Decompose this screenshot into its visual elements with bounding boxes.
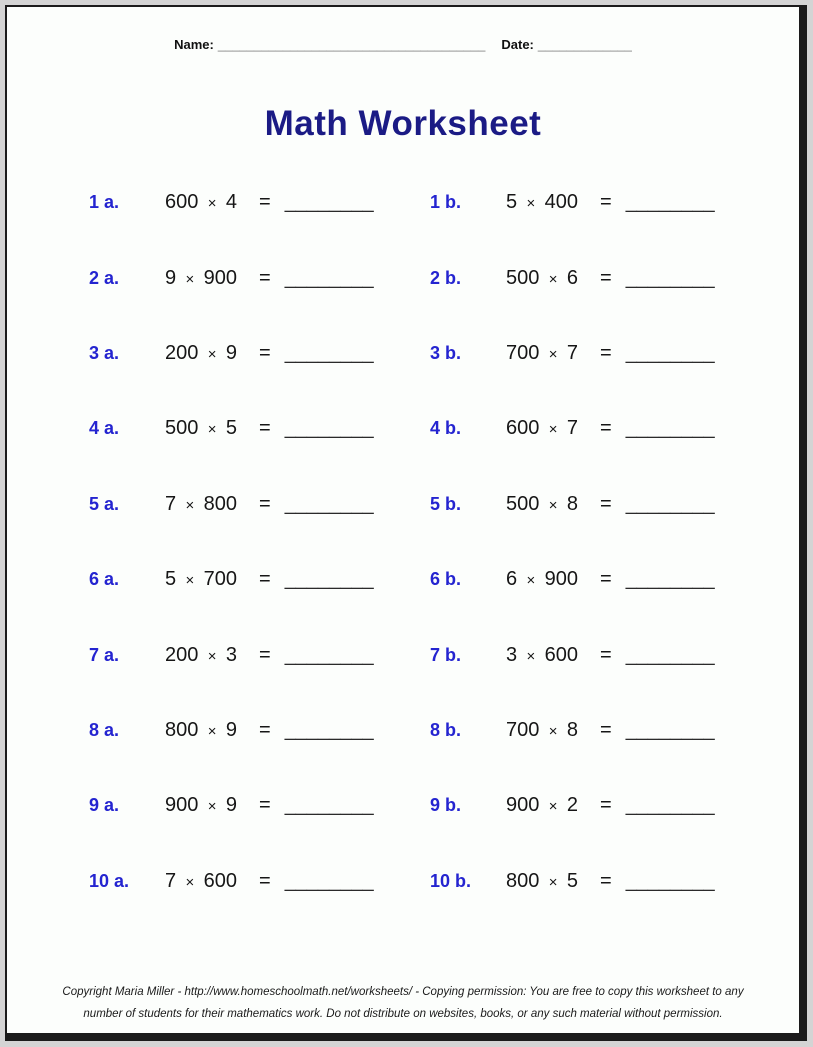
problem-number-label: 6 a.	[89, 569, 120, 590]
date-label: Date:	[501, 37, 534, 52]
problem-number-label: 1 a.	[89, 192, 120, 213]
problem-number-label: 5 a.	[89, 493, 120, 514]
problems-grid	[7, 165, 799, 919]
problem-number-label: 7 b.	[430, 644, 462, 665]
equals-sign: =	[600, 417, 612, 440]
multiplier: 9	[225, 794, 237, 817]
multiplicand: 500	[165, 417, 199, 440]
multiplicand: 3	[506, 643, 518, 666]
problem-b	[430, 719, 715, 742]
multiply-icon: ×	[207, 421, 217, 439]
equals-sign: =	[600, 568, 612, 591]
multiplication-expression	[165, 644, 237, 667]
problem-number-label: 9 a.	[89, 795, 120, 816]
multiply-icon: ×	[185, 572, 195, 590]
problem-number-label: 10 b.	[430, 870, 472, 891]
multiply-icon: ×	[207, 722, 217, 740]
problem-b	[430, 870, 715, 893]
multiplicand: 5	[165, 568, 177, 591]
problem-number-label: 4 b.	[430, 418, 462, 439]
equals-sign: =	[259, 869, 271, 892]
problem-b	[430, 191, 715, 214]
name-blank-line: _____________________________________	[217, 37, 486, 52]
problem-number-label: 10 a.	[89, 870, 130, 891]
answer-blank: ________	[625, 794, 715, 817]
multiplicand: 900	[165, 794, 199, 817]
multiplier: 400	[544, 191, 578, 214]
multiplication-expression	[506, 493, 578, 516]
multiply-icon: ×	[207, 195, 217, 213]
equals-sign: =	[259, 191, 271, 214]
multiplier: 600	[203, 869, 237, 892]
multiplication-expression	[165, 493, 237, 516]
equals-sign: =	[259, 718, 271, 741]
multiplication-expression	[506, 870, 578, 893]
multiplier: 700	[203, 568, 237, 591]
multiplier: 4	[225, 191, 237, 214]
multiplier: 900	[203, 266, 237, 289]
problem-b	[430, 493, 715, 516]
problem-b	[430, 794, 715, 817]
problem-number-label: 3 a.	[89, 342, 120, 363]
problem-b	[430, 342, 715, 365]
problem-a	[89, 870, 430, 893]
equals-sign: =	[600, 869, 612, 892]
multiply-icon: ×	[207, 798, 217, 816]
multiplicand: 7	[165, 869, 177, 892]
answer-blank: ________	[284, 718, 374, 741]
answer-blank: ________	[625, 568, 715, 591]
problem-number-label: 4 a.	[89, 418, 120, 439]
multiply-icon: ×	[548, 345, 558, 363]
problem-number-label: 2 a.	[89, 267, 120, 288]
problem-row	[7, 391, 799, 466]
multiply-icon: ×	[548, 270, 558, 288]
multiply-icon: ×	[548, 798, 558, 816]
footer-line-1: Copyright Maria Miller - http://www.homeschoolmath.net/worksheets/ - Copying permission: You are free to copy this worksheet to any	[62, 986, 744, 998]
multiplicand: 200	[165, 643, 199, 666]
multiply-icon: ×	[526, 572, 536, 590]
copyright-footer	[7, 981, 799, 1025]
multiplication-expression	[165, 342, 237, 365]
problem-row	[7, 617, 799, 692]
equals-sign: =	[259, 417, 271, 440]
multiplier: 900	[544, 568, 578, 591]
multiplication-expression	[506, 568, 578, 591]
equals-sign: =	[600, 794, 612, 817]
problem-number-label: 8 b.	[430, 719, 462, 740]
multiplicand: 700	[506, 718, 540, 741]
multiplier: 8	[566, 718, 578, 741]
problem-row	[7, 768, 799, 843]
multiplicand: 700	[506, 341, 540, 364]
multiplier: 6	[566, 266, 578, 289]
date-blank-line: _____________	[537, 37, 632, 52]
answer-blank: ________	[625, 191, 715, 214]
answer-blank: ________	[284, 869, 374, 892]
problem-a	[89, 191, 430, 214]
answer-blank: ________	[625, 417, 715, 440]
problem-a	[89, 342, 430, 365]
multiply-icon: ×	[526, 647, 536, 665]
multiplier: 2	[566, 794, 578, 817]
problem-a	[89, 267, 430, 290]
equals-sign: =	[259, 643, 271, 666]
problem-a	[89, 493, 430, 516]
problem-number-label: 7 a.	[89, 644, 120, 665]
worksheet-page	[5, 5, 807, 1041]
problem-row	[7, 165, 799, 240]
multiplication-expression	[506, 417, 578, 440]
multiplication-expression	[165, 417, 237, 440]
multiplication-expression	[165, 794, 237, 817]
multiplier: 3	[225, 643, 237, 666]
multiplicand: 7	[165, 492, 177, 515]
multiplier: 9	[225, 341, 237, 364]
multiplicand: 800	[165, 718, 199, 741]
problem-row	[7, 693, 799, 768]
multiplier: 7	[566, 417, 578, 440]
multiply-icon: ×	[548, 873, 558, 891]
multiply-icon: ×	[185, 270, 195, 288]
problem-row	[7, 542, 799, 617]
problem-row	[7, 844, 799, 919]
answer-blank: ________	[625, 341, 715, 364]
equals-sign: =	[600, 266, 612, 289]
equals-sign: =	[600, 191, 612, 214]
multiplicand: 6	[506, 568, 518, 591]
problem-a	[89, 794, 430, 817]
multiplicand: 900	[506, 794, 540, 817]
multiplicand: 5	[506, 191, 518, 214]
equals-sign: =	[259, 341, 271, 364]
multiplier: 600	[544, 643, 578, 666]
problem-a	[89, 719, 430, 742]
multiply-icon: ×	[185, 873, 195, 891]
answer-blank: ________	[284, 492, 374, 515]
problem-row	[7, 240, 799, 315]
multiplier: 5	[566, 869, 578, 892]
answer-blank: ________	[284, 794, 374, 817]
equals-sign: =	[600, 341, 612, 364]
answer-blank: ________	[284, 341, 374, 364]
multiply-icon: ×	[185, 496, 195, 514]
footer-line-2: number of students for their mathematics work. Do not distribute on websites, books, or any such material without permission.	[83, 1008, 723, 1020]
equals-sign: =	[259, 266, 271, 289]
multiplication-expression	[506, 644, 578, 667]
problem-number-label: 2 b.	[430, 267, 462, 288]
multiplicand: 600	[506, 417, 540, 440]
multiplicand: 9	[165, 266, 177, 289]
multiplier: 8	[566, 492, 578, 515]
multiplication-expression	[165, 870, 237, 893]
problem-a	[89, 644, 430, 667]
multiply-icon: ×	[207, 345, 217, 363]
problem-a	[89, 417, 430, 440]
equals-sign: =	[259, 794, 271, 817]
multiply-icon: ×	[548, 421, 558, 439]
multiplication-expression	[506, 342, 578, 365]
equals-sign: =	[259, 568, 271, 591]
problem-number-label: 9 b.	[430, 795, 462, 816]
multiplier: 7	[566, 341, 578, 364]
multiplication-expression	[506, 719, 578, 742]
problem-row	[7, 316, 799, 391]
answer-blank: ________	[625, 869, 715, 892]
multiplication-expression	[506, 191, 578, 214]
multiplicand: 800	[506, 869, 540, 892]
answer-blank: ________	[284, 643, 374, 666]
answer-blank: ________	[284, 568, 374, 591]
multiplicand: 200	[165, 341, 199, 364]
problem-b	[430, 267, 715, 290]
problem-row	[7, 467, 799, 542]
multiplicand: 600	[165, 191, 199, 214]
answer-blank: ________	[625, 492, 715, 515]
problem-b	[430, 568, 715, 591]
problem-number-label: 1 b.	[430, 192, 462, 213]
problem-b	[430, 644, 715, 667]
multiplication-expression	[506, 267, 578, 290]
multiplicand: 500	[506, 266, 540, 289]
multiply-icon: ×	[207, 647, 217, 665]
multiply-icon: ×	[526, 195, 536, 213]
problem-number-label: 6 b.	[430, 569, 462, 590]
multiplication-expression	[165, 267, 237, 290]
equals-sign: =	[600, 718, 612, 741]
equals-sign: =	[600, 643, 612, 666]
multiplication-expression	[165, 568, 237, 591]
problem-a	[89, 568, 430, 591]
multiplier: 800	[203, 492, 237, 515]
answer-blank: ________	[625, 266, 715, 289]
multiply-icon: ×	[548, 496, 558, 514]
answer-blank: ________	[625, 643, 715, 666]
answer-blank: ________	[625, 718, 715, 741]
problem-b	[430, 417, 715, 440]
problem-number-label: 5 b.	[430, 493, 462, 514]
equals-sign: =	[600, 492, 612, 515]
multiplicand: 500	[506, 492, 540, 515]
problem-number-label: 3 b.	[430, 342, 462, 363]
multiply-icon: ×	[548, 722, 558, 740]
worksheet-title: Math Worksheet	[264, 104, 542, 143]
problem-number-label: 8 a.	[89, 719, 120, 740]
answer-blank: ________	[284, 266, 374, 289]
answer-blank: ________	[284, 417, 374, 440]
multiplication-expression	[165, 719, 237, 742]
answer-blank: ________	[284, 191, 374, 214]
multiplier: 9	[225, 718, 237, 741]
name-date-header	[7, 7, 799, 52]
name-label: Name:	[174, 37, 214, 52]
multiplication-expression	[506, 794, 578, 817]
equals-sign: =	[259, 492, 271, 515]
multiplier: 5	[225, 417, 237, 440]
multiplication-expression	[165, 191, 237, 214]
